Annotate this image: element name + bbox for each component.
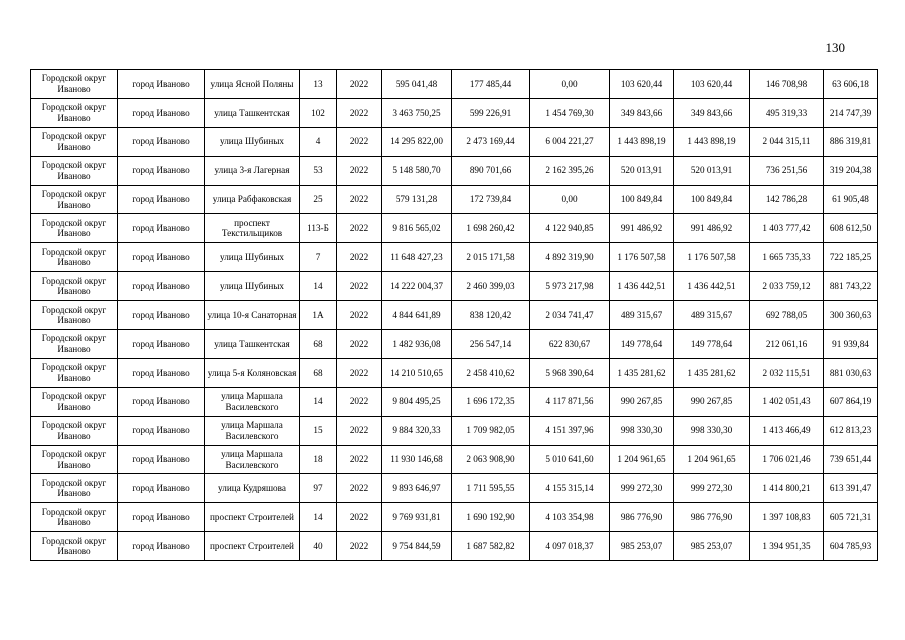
house-number-cell: 102 <box>300 98 337 127</box>
total-cost-cell: 14 295 822,00 <box>382 127 452 156</box>
street-cell: проспект Текстильщиков <box>205 214 300 243</box>
house-number-cell: 18 <box>300 445 337 474</box>
street-cell: улица Кудряшова <box>205 474 300 503</box>
amount-cell-3: 489 315,67 <box>610 301 674 330</box>
amount-cell-1: 890 701,66 <box>452 156 530 185</box>
street-cell: проспект Строителей <box>205 503 300 532</box>
amount-cell-5: 1 414 800,21 <box>750 474 824 503</box>
district-cell: Городской округ Иваново <box>31 503 118 532</box>
amount-cell-3: 986 776,90 <box>610 503 674 532</box>
amount-cell-2: 4 892 319,90 <box>530 243 610 272</box>
amount-cell-1: 177 485,44 <box>452 70 530 99</box>
amount-cell-4: 1 443 898,19 <box>674 127 750 156</box>
district-cell: Городской округ Иваново <box>31 98 118 127</box>
house-number-cell: 14 <box>300 387 337 416</box>
house-number-cell: 4 <box>300 127 337 156</box>
amount-cell-5: 2 044 315,11 <box>750 127 824 156</box>
amount-cell-4: 1 204 961,65 <box>674 445 750 474</box>
total-cost-cell: 3 463 750,25 <box>382 98 452 127</box>
amount-cell-1: 2 458 410,62 <box>452 358 530 387</box>
year-cell: 2022 <box>337 387 382 416</box>
amount-cell-2: 4 097 018,37 <box>530 532 610 561</box>
total-cost-cell: 14 222 004,37 <box>382 272 452 301</box>
street-cell: улица Шубиных <box>205 272 300 301</box>
amount-cell-6: 319 204,38 <box>824 156 878 185</box>
amount-cell-1: 2 063 908,90 <box>452 445 530 474</box>
house-number-cell: 14 <box>300 272 337 301</box>
amount-cell-4: 999 272,30 <box>674 474 750 503</box>
street-cell: улица Ясной Поляны <box>205 70 300 99</box>
amount-cell-6: 607 864,19 <box>824 387 878 416</box>
district-cell: Городской округ Иваново <box>31 474 118 503</box>
amount-cell-4: 349 843,66 <box>674 98 750 127</box>
amount-cell-6: 881 743,22 <box>824 272 878 301</box>
amount-cell-6: 739 651,44 <box>824 445 878 474</box>
amount-cell-2: 4 117 871,56 <box>530 387 610 416</box>
house-number-cell: 1А <box>300 301 337 330</box>
amount-cell-3: 149 778,64 <box>610 330 674 359</box>
amount-cell-1: 599 226,91 <box>452 98 530 127</box>
city-cell: город Иваново <box>118 532 205 561</box>
amount-cell-5: 2 032 115,51 <box>750 358 824 387</box>
amount-cell-6: 605 721,31 <box>824 503 878 532</box>
table-row <box>31 98 878 127</box>
amount-cell-5: 692 788,05 <box>750 301 824 330</box>
total-cost-cell: 9 754 844,59 <box>382 532 452 561</box>
amount-cell-4: 986 776,90 <box>674 503 750 532</box>
amount-cell-1: 2 015 171,58 <box>452 243 530 272</box>
street-cell: улица 10-я Санаторная <box>205 301 300 330</box>
table-row <box>31 532 878 561</box>
year-cell: 2022 <box>337 185 382 214</box>
city-cell: город Иваново <box>118 98 205 127</box>
district-cell: Городской округ Иваново <box>31 387 118 416</box>
amount-cell-5: 142 786,28 <box>750 185 824 214</box>
table-row <box>31 185 878 214</box>
amount-cell-3: 1 443 898,19 <box>610 127 674 156</box>
amount-cell-5: 1 413 466,49 <box>750 416 824 445</box>
amount-cell-3: 1 176 507,58 <box>610 243 674 272</box>
city-cell: город Иваново <box>118 416 205 445</box>
amount-cell-6: 61 905,48 <box>824 185 878 214</box>
house-number-cell: 15 <box>300 416 337 445</box>
amount-cell-2: 5 010 641,60 <box>530 445 610 474</box>
amount-cell-1: 1 696 172,35 <box>452 387 530 416</box>
table-row <box>31 243 878 272</box>
street-cell: улица 3-я Лагерная <box>205 156 300 185</box>
year-cell: 2022 <box>337 272 382 301</box>
city-cell: город Иваново <box>118 445 205 474</box>
city-cell: город Иваново <box>118 156 205 185</box>
year-cell: 2022 <box>337 301 382 330</box>
district-cell: Городской округ Иваново <box>31 272 118 301</box>
amount-cell-3: 520 013,91 <box>610 156 674 185</box>
total-cost-cell: 9 884 320,33 <box>382 416 452 445</box>
city-cell: город Иваново <box>118 127 205 156</box>
city-cell: город Иваново <box>118 214 205 243</box>
year-cell: 2022 <box>337 416 382 445</box>
district-cell: Городской округ Иваново <box>31 330 118 359</box>
amount-cell-6: 91 939,84 <box>824 330 878 359</box>
amount-cell-6: 608 612,50 <box>824 214 878 243</box>
amount-cell-5: 1 394 951,35 <box>750 532 824 561</box>
city-cell: город Иваново <box>118 243 205 272</box>
house-number-cell: 53 <box>300 156 337 185</box>
amount-cell-2: 2 034 741,47 <box>530 301 610 330</box>
total-cost-cell: 11 648 427,23 <box>382 243 452 272</box>
amount-cell-1: 2 473 169,44 <box>452 127 530 156</box>
amount-cell-2: 4 103 354,98 <box>530 503 610 532</box>
amount-cell-4: 149 778,64 <box>674 330 750 359</box>
district-cell: Городской округ Иваново <box>31 70 118 99</box>
amount-cell-4: 985 253,07 <box>674 532 750 561</box>
table-row <box>31 127 878 156</box>
city-cell: город Иваново <box>118 387 205 416</box>
table-row <box>31 503 878 532</box>
amount-cell-6: 613 391,47 <box>824 474 878 503</box>
year-cell: 2022 <box>337 358 382 387</box>
total-cost-cell: 595 041,48 <box>382 70 452 99</box>
amount-cell-5: 736 251,56 <box>750 156 824 185</box>
district-cell: Городской округ Иваново <box>31 445 118 474</box>
amount-cell-5: 1 403 777,42 <box>750 214 824 243</box>
amount-cell-2: 4 155 315,14 <box>530 474 610 503</box>
amount-cell-2: 4 122 940,85 <box>530 214 610 243</box>
city-cell: город Иваново <box>118 474 205 503</box>
street-cell: улица Ташкентская <box>205 330 300 359</box>
street-cell: улица Маршала Василевского <box>205 445 300 474</box>
amount-cell-4: 489 315,67 <box>674 301 750 330</box>
amount-cell-5: 1 706 021,46 <box>750 445 824 474</box>
city-cell: город Иваново <box>118 503 205 532</box>
table-row <box>31 358 878 387</box>
year-cell: 2022 <box>337 156 382 185</box>
amount-cell-3: 1 204 961,65 <box>610 445 674 474</box>
amount-cell-4: 991 486,92 <box>674 214 750 243</box>
amount-cell-5: 212 061,16 <box>750 330 824 359</box>
amount-cell-2: 5 968 390,64 <box>530 358 610 387</box>
house-number-cell: 68 <box>300 330 337 359</box>
amount-cell-3: 1 435 281,62 <box>610 358 674 387</box>
district-cell: Городской округ Иваново <box>31 301 118 330</box>
district-cell: Городской округ Иваново <box>31 243 118 272</box>
amount-cell-3: 991 486,92 <box>610 214 674 243</box>
year-cell: 2022 <box>337 214 382 243</box>
house-number-cell: 113-Б <box>300 214 337 243</box>
amount-cell-3: 990 267,85 <box>610 387 674 416</box>
amount-cell-6: 300 360,63 <box>824 301 878 330</box>
amount-cell-2: 6 004 221,27 <box>530 127 610 156</box>
district-cell: Городской округ Иваново <box>31 156 118 185</box>
amount-cell-6: 63 606,18 <box>824 70 878 99</box>
year-cell: 2022 <box>337 70 382 99</box>
amount-cell-3: 349 843,66 <box>610 98 674 127</box>
table-row <box>31 214 878 243</box>
street-cell: улица Ташкентская <box>205 98 300 127</box>
city-cell: город Иваново <box>118 330 205 359</box>
total-cost-cell: 5 148 580,70 <box>382 156 452 185</box>
street-cell: улица Рабфаковская <box>205 185 300 214</box>
table-body <box>31 70 878 561</box>
program-table <box>30 69 878 561</box>
year-cell: 2022 <box>337 330 382 359</box>
amount-cell-1: 1 687 582,82 <box>452 532 530 561</box>
amount-cell-4: 990 267,85 <box>674 387 750 416</box>
amount-cell-2: 0,00 <box>530 70 610 99</box>
total-cost-cell: 9 804 495,25 <box>382 387 452 416</box>
house-number-cell: 68 <box>300 358 337 387</box>
amount-cell-4: 520 013,91 <box>674 156 750 185</box>
year-cell: 2022 <box>337 445 382 474</box>
amount-cell-2: 1 454 769,30 <box>530 98 610 127</box>
amount-cell-1: 1 709 982,05 <box>452 416 530 445</box>
amount-cell-5: 146 708,98 <box>750 70 824 99</box>
amount-cell-4: 100 849,84 <box>674 185 750 214</box>
amount-cell-1: 256 547,14 <box>452 330 530 359</box>
table-row <box>31 330 878 359</box>
amount-cell-5: 1 665 735,33 <box>750 243 824 272</box>
total-cost-cell: 4 844 641,89 <box>382 301 452 330</box>
amount-cell-6: 722 185,25 <box>824 243 878 272</box>
amount-cell-3: 985 253,07 <box>610 532 674 561</box>
total-cost-cell: 14 210 510,65 <box>382 358 452 387</box>
year-cell: 2022 <box>337 98 382 127</box>
total-cost-cell: 9 816 565,02 <box>382 214 452 243</box>
amount-cell-6: 881 030,63 <box>824 358 878 387</box>
year-cell: 2022 <box>337 503 382 532</box>
amount-cell-4: 998 330,30 <box>674 416 750 445</box>
total-cost-cell: 9 893 646,97 <box>382 474 452 503</box>
table-row <box>31 272 878 301</box>
amount-cell-1: 172 739,84 <box>452 185 530 214</box>
amount-cell-2: 5 973 217,98 <box>530 272 610 301</box>
amount-cell-4: 1 176 507,58 <box>674 243 750 272</box>
district-cell: Городской округ Иваново <box>31 185 118 214</box>
amount-cell-6: 612 813,23 <box>824 416 878 445</box>
table-row <box>31 387 878 416</box>
house-number-cell: 13 <box>300 70 337 99</box>
street-cell: улица Шубиных <box>205 243 300 272</box>
table-row <box>31 70 878 99</box>
amount-cell-5: 1 397 108,83 <box>750 503 824 532</box>
year-cell: 2022 <box>337 474 382 503</box>
amount-cell-3: 103 620,44 <box>610 70 674 99</box>
house-number-cell: 97 <box>300 474 337 503</box>
amount-cell-4: 103 620,44 <box>674 70 750 99</box>
amount-cell-1: 838 120,42 <box>452 301 530 330</box>
amount-cell-2: 0,00 <box>530 185 610 214</box>
amount-cell-6: 604 785,93 <box>824 532 878 561</box>
district-cell: Городской округ Иваново <box>31 358 118 387</box>
amount-cell-4: 1 435 281,62 <box>674 358 750 387</box>
year-cell: 2022 <box>337 532 382 561</box>
amount-cell-4: 1 436 442,51 <box>674 272 750 301</box>
city-cell: город Иваново <box>118 185 205 214</box>
amount-cell-6: 886 319,81 <box>824 127 878 156</box>
amount-cell-3: 999 272,30 <box>610 474 674 503</box>
amount-cell-1: 1 711 595,55 <box>452 474 530 503</box>
street-cell: улица Маршала Василевского <box>205 387 300 416</box>
house-number-cell: 40 <box>300 532 337 561</box>
district-cell: Городской округ Иваново <box>31 214 118 243</box>
amount-cell-1: 1 690 192,90 <box>452 503 530 532</box>
city-cell: город Иваново <box>118 70 205 99</box>
city-cell: город Иваново <box>118 272 205 301</box>
year-cell: 2022 <box>337 127 382 156</box>
amount-cell-2: 2 162 395,26 <box>530 156 610 185</box>
year-cell: 2022 <box>337 243 382 272</box>
amount-cell-1: 2 460 399,03 <box>452 272 530 301</box>
house-number-cell: 14 <box>300 503 337 532</box>
page-number: 130 <box>825 40 845 55</box>
total-cost-cell: 579 131,28 <box>382 185 452 214</box>
street-cell: проспект Строителей <box>205 532 300 561</box>
amount-cell-1: 1 698 260,42 <box>452 214 530 243</box>
street-cell: улица Маршала Василевского <box>205 416 300 445</box>
amount-cell-6: 214 747,39 <box>824 98 878 127</box>
house-number-cell: 7 <box>300 243 337 272</box>
amount-cell-5: 2 033 759,12 <box>750 272 824 301</box>
table-row <box>31 474 878 503</box>
total-cost-cell: 9 769 931,81 <box>382 503 452 532</box>
table-row <box>31 156 878 185</box>
street-cell: улица 5-я Коляновская <box>205 358 300 387</box>
district-cell: Городской округ Иваново <box>31 127 118 156</box>
amount-cell-5: 1 402 051,43 <box>750 387 824 416</box>
amount-cell-5: 495 319,33 <box>750 98 824 127</box>
table-row <box>31 445 878 474</box>
table-row <box>31 301 878 330</box>
city-cell: город Иваново <box>118 358 205 387</box>
amount-cell-2: 4 151 397,96 <box>530 416 610 445</box>
amount-cell-3: 100 849,84 <box>610 185 674 214</box>
district-cell: Городской округ Иваново <box>31 416 118 445</box>
total-cost-cell: 1 482 936,08 <box>382 330 452 359</box>
amount-cell-3: 998 330,30 <box>610 416 674 445</box>
total-cost-cell: 11 930 146,68 <box>382 445 452 474</box>
house-number-cell: 25 <box>300 185 337 214</box>
district-cell: Городской округ Иваново <box>31 532 118 561</box>
amount-cell-3: 1 436 442,51 <box>610 272 674 301</box>
table-row <box>31 416 878 445</box>
amount-cell-2: 622 830,67 <box>530 330 610 359</box>
street-cell: улица Шубиных <box>205 127 300 156</box>
city-cell: город Иваново <box>118 301 205 330</box>
